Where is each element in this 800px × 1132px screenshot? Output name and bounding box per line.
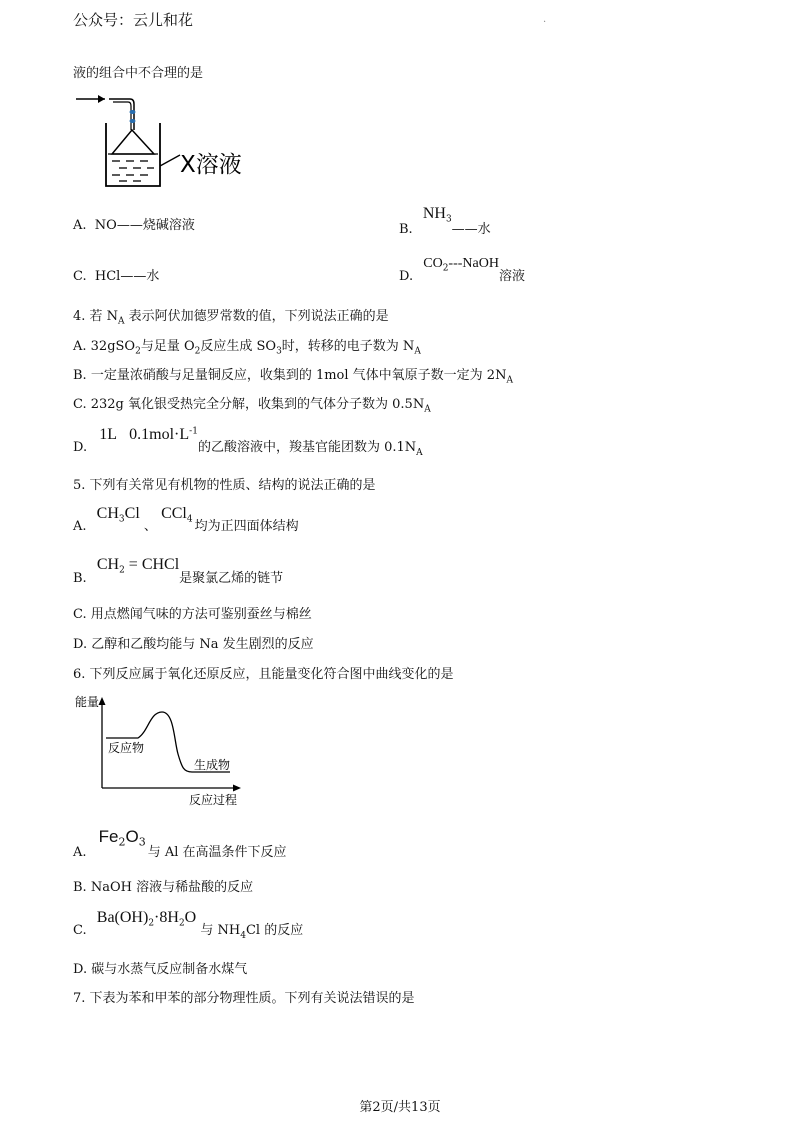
q6-option-d: D. 碳与水蒸气反应制备水煤气 — [73, 962, 248, 977]
product-label: 生成物 — [194, 758, 231, 772]
q4-option-b: B. 一定量浓硝酸与足量铜反应，收集到的 1mol 气体中氧原子数一定为 $2N_A$ — [73, 368, 513, 386]
page-number: 第2页/共13页 — [359, 1100, 441, 1115]
axis-x-label: 反应过程 — [189, 793, 238, 807]
q5-option-d: D. 乙醇和乙酸均能与 Na 发生剧烈的反应 — [73, 637, 314, 652]
energy-diagram — [70, 692, 250, 814]
q3-stem: 液的组合中不合理的是 — [73, 66, 204, 81]
q5-stem: 5. 下列有关常见有机物的性质、结构的说法正确的是 — [73, 478, 376, 493]
q3-option-a: A. NO——烧碱溶液 — [73, 218, 195, 233]
q6-option-a: A. $Fe_2O_3$与 Al 在高温条件下反应 — [73, 827, 287, 860]
q6-stem: 6. 下列反应属于氧化还原反应，且能量变化符合图中曲线变化的是 — [73, 667, 454, 682]
q6-option-c: C. $Ba(OH)_2\cdot 8H_2O$ 与 $NH_4Cl$ 的反应 — [73, 909, 304, 941]
header-title: 公众号：云儿和花 — [73, 11, 194, 29]
q7-stem: 7. 下表为苯和甲苯的部分物理性质。下列有关说法错误的是 — [73, 991, 415, 1006]
axis-y-label: 能量 — [75, 695, 100, 709]
q4-option-a: A. 32gSO$_2$与足量 $O_2$反应生成 $SO_3$时，转移的电子数为 $N_A$ — [73, 339, 421, 357]
q6-option-b: B. NaOH 溶液与稀盐酸的反应 — [73, 880, 254, 895]
q3-option-b: B. $NH_3——$水 — [399, 205, 491, 237]
q5-option-a: A. $CH_3Cl$ 、 CCl$_4$ 均为正四面体结构 — [73, 505, 299, 534]
q4-stem: 4. 若 $N_A$ 表示阿伏加德罗常数的值，下列说法正确的是 — [73, 309, 389, 327]
q3-option-c: C. HCl——水 — [73, 269, 160, 284]
reactant-label: 反应物 — [108, 741, 145, 755]
header-dot: . — [543, 14, 547, 25]
gas-absorption-apparatus — [72, 90, 262, 190]
x-solution-label: X溶液 — [180, 152, 242, 178]
q4-option-c: C. 232g 氧化银受热完全分解，收集到的气体分子数为 $0.5N_A$ — [73, 397, 431, 415]
q4-option-d: D. 1L $0.1mol\cdot L^{-1}$的乙酸溶液中，羧基官能团数为 $0.1N_A$ — [73, 426, 423, 458]
q5-option-b: B. $CH_2$ = CHCl是聚氯乙烯的链节 — [73, 556, 284, 586]
q5-option-c: C. 用点燃闻气味的方法可鉴别蚕丝与棉丝 — [73, 607, 312, 622]
q3-option-d: D. $CO_2--$-NaOH溶液 — [399, 256, 525, 284]
